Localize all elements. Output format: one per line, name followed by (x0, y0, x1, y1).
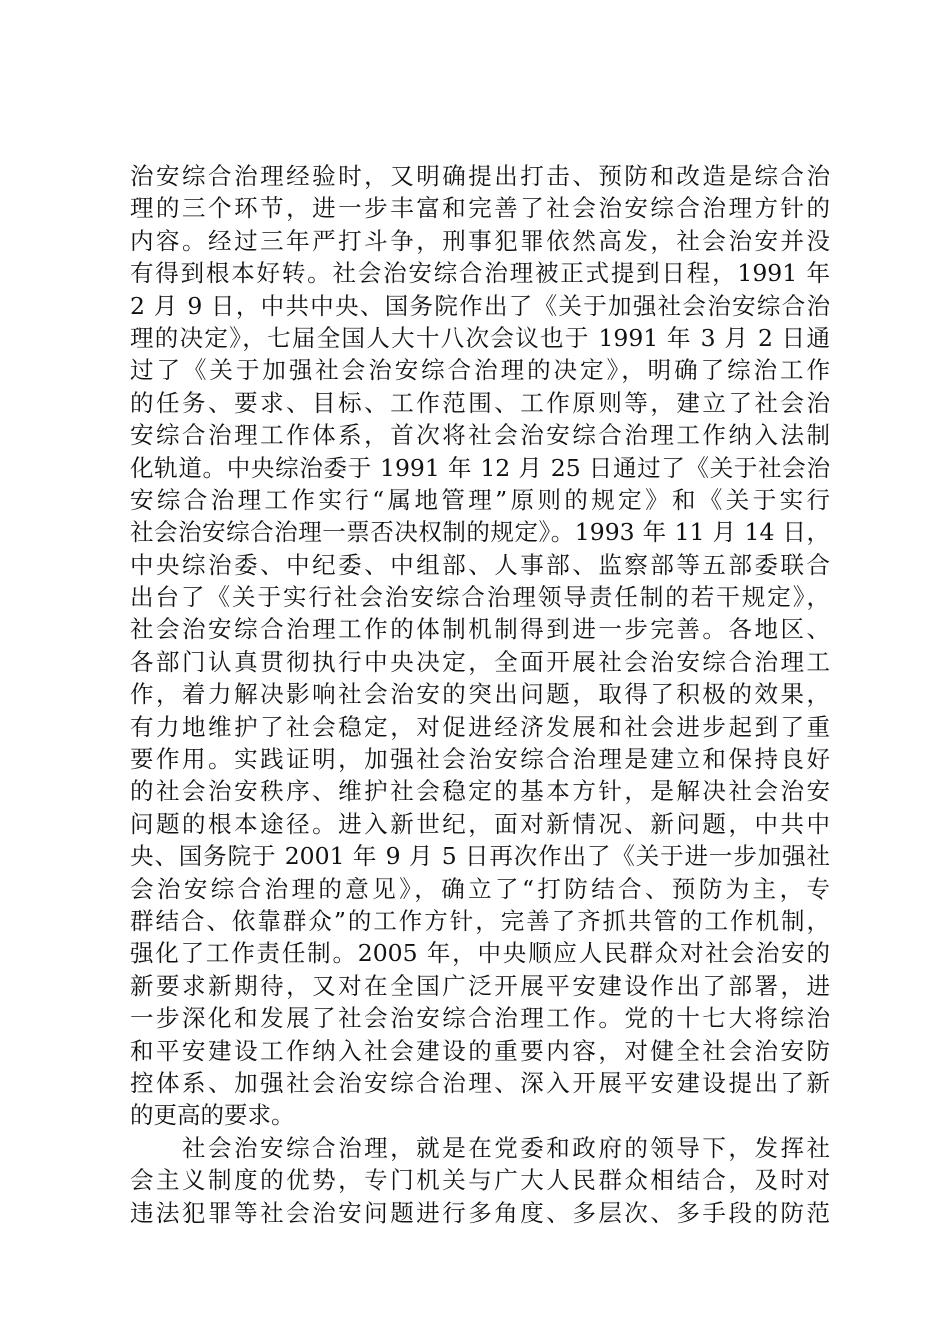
text-line: 央、国务院于 2001 年 9 月 5 日再次作出了《关于进一步加强社 (130, 842, 830, 871)
text-line: 会主义制度的优势，专门机关与广大人民群众相结合，及时对 (130, 1166, 830, 1195)
text-line: 新要求新期待，又对在全国广泛开展平安建设作出了部署，进 (130, 971, 830, 1000)
text-line: 社会治安综合治理，就是在党委和政府的领导下，发挥社 (182, 1133, 830, 1162)
body-text (130, 160, 830, 1229)
text-line: 控体系、加强社会治安综合治理、深入开展平安建设提出了新 (130, 1068, 830, 1097)
text-line: 一步深化和发展了社会治安综合治理工作。党的十七大将综治 (130, 1004, 830, 1033)
text-line: 社会治安综合治理工作的体制机制得到进一步完善。各地区、 (130, 615, 830, 644)
text-line: 安综合治理工作实行“属地管理”原则的规定》和《关于实行 (130, 485, 830, 514)
text-line: 的社会治安秩序、维护社会稳定的基本方针，是解决社会治安 (130, 777, 830, 806)
text-line: 的更高的要求。 (130, 1101, 295, 1130)
text-line: 会治安综合治理的意见》，确立了“打防结合、预防为主，专 (130, 874, 830, 903)
text-line: 有得到根本好转。社会治安综合治理被正式提到日程，1991 年 (130, 259, 830, 288)
text-line: 问题的根本途径。进入新世纪，面对新情况、新问题，中共中 (130, 809, 830, 838)
text-line: 理的决定》，七届全国人大十八次会议也于 1991 年 3 月 2 日通 (130, 323, 830, 352)
text-line: 强化了工作责任制。2005 年，中央顺应人民群众对社会治安的 (130, 939, 830, 968)
text-line: 和平安建设工作纳入社会建设的重要内容，对健全社会治安防 (130, 1036, 830, 1065)
text-line: 各部门认真贯彻执行中央决定，全面开展社会治安综合治理工 (130, 647, 830, 676)
text-line: 化轨道。中央综治委于 1991 年 12 月 25 日通过了《关于社会治 (130, 453, 830, 482)
text-line: 群结合、依靠群众”的工作方针，完善了齐抓共管的工作机制， (130, 906, 830, 935)
text-line: 内容。经过三年严打斗争，刑事犯罪依然高发，社会治安并没 (130, 226, 830, 255)
text-line: 安综合治理工作体系，首次将社会治安综合治理工作纳入法制 (130, 421, 830, 450)
text-line: 2 月 9 日，中共中央、国务院作出了《关于加强社会治安综合治 (130, 291, 830, 320)
text-line: 社会治安综合治理一票否决权制的规定》。1993 年 11 月 14 日， (130, 518, 830, 547)
text-line: 有力地维护了社会稳定，对促进经济发展和社会进步起到了重 (130, 712, 830, 741)
text-line: 中央综治委、中纪委、中组部、人事部、监察部等五部委联合 (130, 550, 830, 579)
text-line: 要作用。实践证明，加强社会治安综合治理是建立和保持良好 (130, 745, 830, 774)
text-line: 过了《关于加强社会治安综合治理的决定》，明确了综治工作 (130, 356, 830, 385)
text-line: 理的三个环节，进一步丰富和完善了社会治安综合治理方针的 (130, 194, 830, 223)
text-line: 治安综合治理经验时，又明确提出打击、预防和改造是综合治 (130, 162, 830, 190)
text-line: 的任务、要求、目标、工作范围、工作原则等，建立了社会治 (130, 388, 830, 417)
text-line: 出台了《关于实行社会治安综合治理领导责任制的若干规定》， (130, 583, 830, 612)
text-line: 作，着力解决影响社会治安的突出问题，取得了积极的效果， (130, 680, 830, 709)
text-line: 违法犯罪等社会治安问题进行多角度、多层次、多手段的防范 (130, 1198, 830, 1227)
